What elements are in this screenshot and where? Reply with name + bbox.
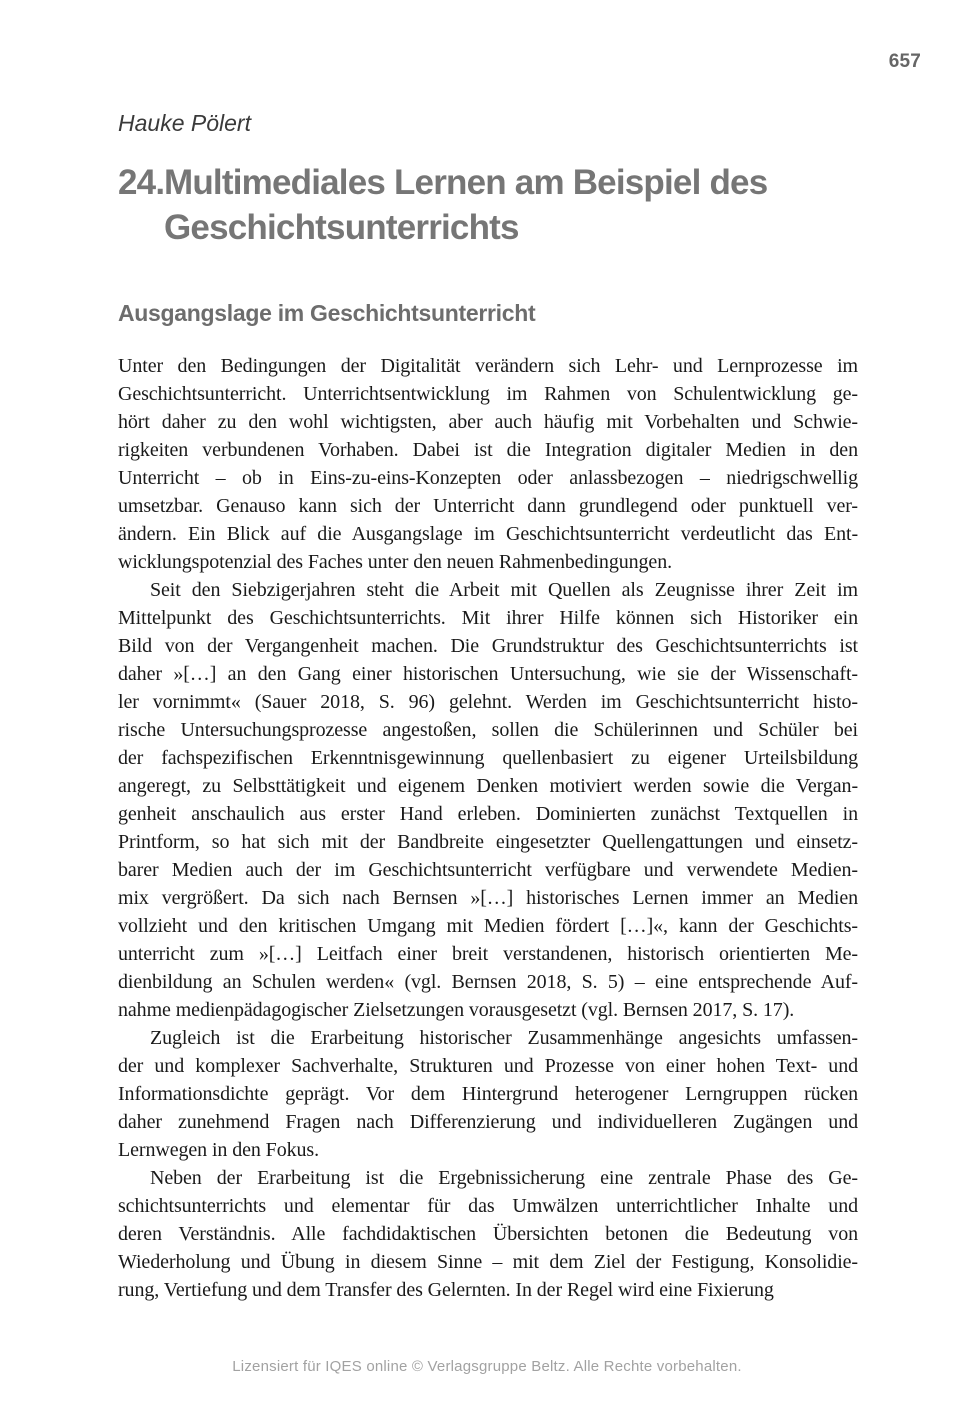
- text-line: rische Untersuchungsprozesse angestoßen, sollen die Schülerinnen und Schüler bei: [118, 719, 858, 741]
- text-line: der fachspezifischen Erkenntnisgewinnung quellenbasiert zu eigener Urteilsbildung: [118, 747, 858, 769]
- chapter-title-line-1: Multimediales Lernen am Beispiel des: [164, 163, 768, 202]
- text-line: Lernwegen in den Fokus.: [118, 1139, 319, 1161]
- page-number: 657: [888, 51, 921, 72]
- text-line: Neben der Erarbeitung ist die Ergebnissicherung eine zentrale Phase des Ge-: [150, 1167, 858, 1189]
- paragraph: [118, 576, 858, 1024]
- paragraph: [118, 1164, 858, 1304]
- text-line: hört daher zu den wohl wichtigsten, aber auch häufig mit Vorbehalten und Schwie-: [118, 411, 858, 433]
- text-line: Geschichtsunterricht. Unterrichtsentwicklung im Rahmen von Schulentwicklung ge-: [118, 383, 858, 405]
- text-line: ändern. Ein Blick auf die Ausgangslage im Geschichtsunterricht verdeutlicht das Ent-: [118, 523, 858, 545]
- body-text: [118, 352, 858, 1304]
- text-line: unterricht zum »[…] Leitfach einer breit verstandenen, historisch orientierten Me-: [118, 943, 858, 965]
- author-name: Hauke Pölert: [118, 110, 251, 136]
- text-line: Mittelpunkt des Geschichtsunterrichts. Mit ihrer Hilfe können sich Historiker ein: [118, 607, 858, 629]
- text-line: daher zunehmend Fragen nach Differenzierung und individuelleren Zugängen und: [118, 1111, 858, 1133]
- text-line: schichtsunterrichts und elementar für das Umwälzen unterrichtlicher Inhalte und: [118, 1195, 858, 1217]
- text-line: rung, Vertiefung und dem Transfer des Gelernten. In der Regel wird eine Fixierung: [118, 1279, 774, 1301]
- text-line: der und komplexer Sachverhalte, Strukturen und Prozesse von einer hohen Text- und: [118, 1055, 858, 1077]
- chapter-number: 24.: [118, 163, 165, 202]
- chapter-title: [164, 160, 898, 250]
- license-footer: Lizensiert für IQES online © Verlagsgruppe Beltz. Alle Rechte vorbehalten.: [232, 1358, 742, 1375]
- text-line: daher »[…] an den Gang einer historischen Untersuchung, wie sie der Wissenschaft-: [118, 663, 858, 685]
- text-line: Printform, so hat sich mit der Bandbreite eingesetzter Quellengattungen und einsetz-: [118, 831, 858, 853]
- text-line: wicklungspotenzial des Faches unter den neuen Rahmenbedingungen.: [118, 551, 673, 573]
- text-line: Zugleich ist die Erarbeitung historischer Zusammenhänge angesichts umfassen-: [150, 1027, 858, 1049]
- text-line: Wiederholung und Übung in diesem Sinne – mit dem Ziel der Festigung, Konsolidie-: [118, 1251, 858, 1273]
- text-line: Bild von der Vergangenheit machen. Die Grundstruktur des Geschichtsunterrichts ist: [118, 635, 858, 657]
- text-line: angeregt, zu Selbsttätigkeit und eigenem Denken motiviert werden sowie die Vergan-: [118, 775, 858, 797]
- section-heading: Ausgangslage im Geschichtsunterricht: [118, 300, 536, 326]
- text-line: nahme medienpädagogischer Zielsetzungen vorausgesetzt (vgl. Bernsen 2017, S. 17).: [118, 999, 795, 1021]
- text-line: barer Medien auch der im Geschichtsunterricht verfügbare und verwendete Medien-: [118, 859, 858, 881]
- chapter-heading: [118, 160, 898, 250]
- paragraph: [118, 352, 858, 576]
- chapter-title-line-2: Geschichtsunterrichts: [164, 208, 519, 247]
- paragraph: [118, 1024, 858, 1164]
- text-line: Informationsdichte geprägt. Vor dem Hintergrund heterogener Lerngruppen rücken: [118, 1083, 858, 1105]
- text-line: mix vergrößert. Da sich nach Bernsen »[…] historisches Lernen immer an Medien: [118, 887, 858, 909]
- text-line: deren Verständnis. Alle fachdidaktischen Übersichten betonen die Bedeutung von: [118, 1223, 858, 1245]
- text-line: Unter den Bedingungen der Digitalität verändern sich Lehr- und Lernprozesse im: [118, 355, 858, 377]
- text-line: vollzieht und den kritischen Umgang mit Medien fördert […]«, kann der Geschichts-: [118, 915, 858, 937]
- text-line: rigkeiten verbundenen Vorhaben. Dabei ist die Integration digitaler Medien in den: [118, 439, 858, 461]
- text-line: ler vornimmt« (Sauer 2018, S. 96) gelehnt. Werden im Geschichtsunterricht histo-: [118, 691, 858, 713]
- text-line: Unterricht – ob in Eins-zu-eins-Konzepten oder anlassbezogen – niedrigschwellig: [118, 467, 858, 489]
- text-line: dienbildung an Schulen werden« (vgl. Bernsen 2018, S. 5) – eine entsprechende Auf-: [118, 971, 858, 993]
- text-line: Seit den Siebzigerjahren steht die Arbeit mit Quellen als Zeugnisse ihrer Zeit im: [150, 579, 858, 601]
- text-line: umsetzbar. Genauso kann sich der Unterricht dann grundlegend oder punktuell ver-: [118, 495, 858, 517]
- text-line: genheit anschaulich aus erster Hand erleben. Dominierten zunächst Textquellen in: [118, 803, 858, 825]
